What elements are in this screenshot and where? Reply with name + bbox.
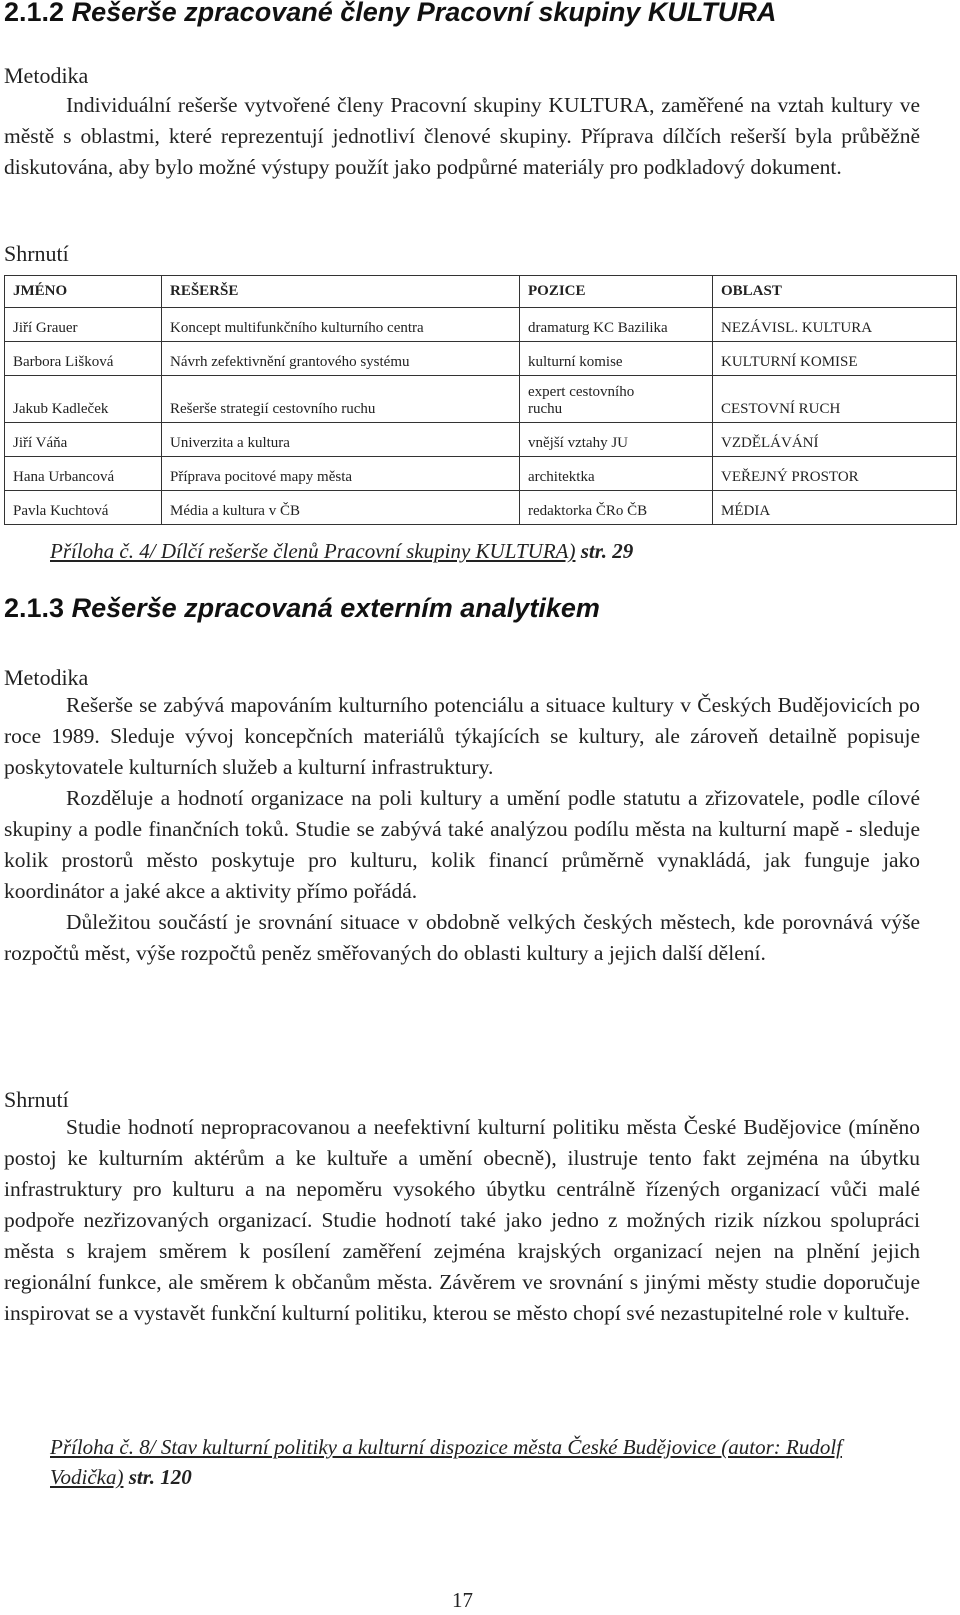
section-number: 2.1.2 <box>4 0 65 27</box>
section-title: Rešerše zpracovaná externím analytikem <box>71 593 600 623</box>
cell-name: Barbora Lišková <box>5 342 162 376</box>
appendix-reference-4[interactable] <box>50 536 930 566</box>
cell-research: Média a kultura v ČB <box>162 491 520 525</box>
cell-area: NEZÁVISL. KULTURA <box>713 308 957 342</box>
summary-text-block <box>4 1112 920 1329</box>
method-text-block <box>4 90 920 183</box>
summary-label: Shrnutí <box>4 241 69 266</box>
table-row <box>5 308 957 342</box>
cell-position: kulturní komise <box>520 342 713 376</box>
section-heading-2-1-3 <box>4 592 600 624</box>
cell-name: Jiří Grauer <box>5 308 162 342</box>
table-header-row <box>5 276 957 308</box>
table-row <box>5 491 957 525</box>
header-position: POZICE <box>520 276 713 308</box>
table-row <box>5 457 957 491</box>
members-table <box>4 275 957 525</box>
table-row <box>5 376 957 423</box>
method-paragraph: Rešerše se zabývá mapováním kulturního potenciálu a situace kultury v Českých Budějovicích po roce 1989. Sleduje vývoj koncepčních materiálů týkajících se kultury, ale zároveň detailně popisuje poskytovatele kulturních služeb a kulturní infrastruktury. <box>4 693 920 779</box>
table-row <box>5 342 957 376</box>
cell-area: KULTURNÍ KOMISE <box>713 342 957 376</box>
appendix-reference-8[interactable] <box>50 1432 910 1492</box>
cell-name: Jakub Kadleček <box>5 376 162 423</box>
cell-area: VZDĚLÁVÁNÍ <box>713 423 957 457</box>
appendix-page[interactable]: str. 29 <box>580 539 634 563</box>
cell-research: Univerzita a kultura <box>162 423 520 457</box>
header-research: REŠERŠE <box>162 276 520 308</box>
cell-research: Příprava pocitové mapy města <box>162 457 520 491</box>
cell-name: Hana Urbancová <box>5 457 162 491</box>
cell-research: Koncept multifunkčního kulturního centra <box>162 308 520 342</box>
appendix-page[interactable]: str. 120 <box>128 1465 192 1489</box>
summary-label: Shrnutí <box>4 1087 69 1112</box>
page-number: 17 <box>452 1588 473 1612</box>
cell-name: Pavla Kuchtová <box>5 491 162 525</box>
header-name: JMÉNO <box>5 276 162 308</box>
cell-position: expert cestovního ruchu <box>520 376 713 423</box>
section-heading-2-1-2 <box>4 0 776 28</box>
method-label: Metodika <box>4 665 89 690</box>
cell-area: MÉDIA <box>713 491 957 525</box>
cell-research: Rešerše strategií cestovního ruchu <box>162 376 520 423</box>
appendix-link-text[interactable]: Příloha č. 4/ Dílčí rešerše členů Pracovní skupiny KULTURA) <box>50 539 576 563</box>
cell-area: VEŘEJNÝ PROSTOR <box>713 457 957 491</box>
cell-area: CESTOVNÍ RUCH <box>713 376 957 423</box>
cell-position: dramaturg KC Bazilika <box>520 308 713 342</box>
method-paragraph: Důležitou součástí je srovnání situace v obdobně velkých českých městech, kde porovnává výše rozpočtů měst, výše rozpočtů peněz směřovaných do oblasti kultury a jejich další dělení. <box>4 910 920 965</box>
method-text-block <box>4 690 920 969</box>
section-number: 2.1.3 <box>4 593 65 623</box>
section-title: Rešerše zpracované členy Pracovní skupiny KULTURA <box>71 0 777 27</box>
appendix-link-text[interactable]: Příloha č. 8/ Stav kulturní politiky a kulturní dispozice města České Budějovice (autor: Rudolf Vodička) <box>50 1435 843 1489</box>
cell-name: Jiří Váňa <box>5 423 162 457</box>
method-paragraph: Individuální rešerše vytvořené členy Pracovní skupiny KULTURA, zaměřené na vztah kultury ve městě s oblastmi, které reprezentují jednotliví členové skupiny. Příprava dílčích rešerší byla průběžně diskutována, aby bylo možné výstupy použít jako podpůrné materiály pro podkladový dokument. <box>4 93 920 179</box>
header-area: OBLAST <box>713 276 957 308</box>
cell-position: architektka <box>520 457 713 491</box>
cell-position: vnější vztahy JU <box>520 423 713 457</box>
summary-paragraph: Studie hodnotí nepropracovanou a neefektivní kulturní politiku města České Budějovice (míněno postoj ke kulturním aktérům a ke kultuře a umění obecně), ilustruje tento fakt zejména na úbytku infrastruktury pro kulturu a na nepoměru vysokého úbytku centrálně řízených organizací vůči malé podpoře nezřizovaných organizací. Studie hodnotí také jako jedno z možných rizik nízkou spolupráci města s krajem směrem k posílení zaměření zejména krajských organizací nejen na plnění jejich regionální funkce, ale směrem k občanům města. Závěrem ve srovnání s jinými městy studie doporučuje inspirovat se a vystavět funkční kulturní politiku, kterou se město chopí své nezastupitelné role v kultuře. <box>4 1115 920 1325</box>
cell-position: redaktorka ČRo ČB <box>520 491 713 525</box>
method-label: Metodika <box>4 63 89 88</box>
table-row <box>5 423 957 457</box>
method-paragraph: Rozděluje a hodnotí organizace na poli kultury a umění podle statutu a zřizovatele, podle cílové skupiny a podle finančních toků. Studie se zabývá také analýzou podílu města na kulturní mapě - sleduje kolik prostorů město poskytuje pro kulturu, kolik financí průměrně vynakládá, jak funguje jako koordinátor a jaké akce a aktivity přímo pořádá. <box>4 786 920 903</box>
cell-research: Návrh zefektivnění grantového systému <box>162 342 520 376</box>
